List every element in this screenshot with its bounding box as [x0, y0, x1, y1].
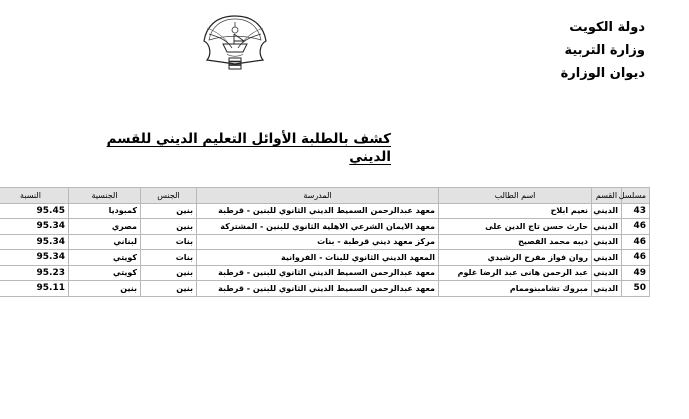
table-row	[0, 250, 650, 266]
letterhead	[505, 16, 645, 85]
cell-gender: بنات	[141, 250, 197, 266]
table-row	[0, 219, 650, 235]
cell-school: المعهد الديني الثانوي للبنات - الفروانية	[197, 250, 439, 266]
cell-gender: بنين	[141, 203, 197, 219]
col-header-nationality: الجنسية	[69, 188, 141, 204]
cell-percentage: 95.34	[0, 250, 69, 266]
table-row	[0, 203, 650, 219]
cell-student: ديبه محمد الفصيح	[439, 234, 592, 250]
cell-gender: بنين	[141, 219, 197, 235]
col-header-gender: الجنس	[141, 188, 197, 204]
col-header-section: القسم	[592, 188, 622, 204]
table-row	[0, 234, 650, 250]
cell-student: حارث حسن تاج الدين على	[439, 219, 592, 235]
cell-serial: 46	[622, 250, 650, 266]
cell-nationality: لبناني	[69, 234, 141, 250]
cell-student: عبد الرحمن هانى عبد الرضا غلوم	[439, 265, 592, 281]
cell-nationality: بنين	[69, 281, 141, 297]
cell-school: معهد عبدالرحمن السميط الديني الثانوي للبنين - قرطبة	[197, 265, 439, 281]
col-header-percentage: النسبة	[0, 188, 69, 204]
top-students-table	[0, 187, 650, 297]
document-title: كشف بالطلبة الأوائل التعليم الديني للقسم الديني	[106, 131, 391, 165]
col-header-school: المدرسة	[197, 188, 439, 204]
cell-gender: بنات	[141, 234, 197, 250]
cell-serial: 46	[622, 234, 650, 250]
cell-school: مركز معهد ديني قرطبة - بنات	[197, 234, 439, 250]
cell-percentage: 95.34	[0, 234, 69, 250]
cell-school: معهد عبدالرحمن السميط الديني الثانوي للبنين - قرطبة	[197, 281, 439, 297]
cell-percentage: 95.45	[0, 203, 69, 219]
table-row	[0, 281, 650, 297]
cell-gender: بنين	[141, 265, 197, 281]
cell-percentage: 95.23	[0, 265, 69, 281]
cell-student: مبروك تشامبنوممام	[439, 281, 592, 297]
cell-nationality: مصري	[69, 219, 141, 235]
col-header-student: اسم الطالب	[439, 188, 592, 204]
cell-nationality: كويتي	[69, 250, 141, 266]
cell-section: الديني	[592, 219, 622, 235]
col-header-serial: مسلسل	[622, 188, 650, 204]
state-of-kuwait-emblem-icon	[201, 14, 269, 72]
cell-section: الديني	[592, 281, 622, 297]
cell-section: الديني	[592, 203, 622, 219]
cell-nationality: كويتي	[69, 265, 141, 281]
cell-student: نعيم ابلاح	[439, 203, 592, 219]
cell-school: معهد الايمان الشرعي الاهلية الثانوي للبنين - المشتركة	[197, 219, 439, 235]
cell-gender: بنين	[141, 281, 197, 297]
cell-section: الديني	[592, 234, 622, 250]
ministry-name: وزارة التربية	[564, 43, 645, 58]
office-name: ديوان الوزارة	[560, 66, 645, 81]
cell-student: روان فواز مفرح الرشيدي	[439, 250, 592, 266]
cell-section: الديني	[592, 265, 622, 281]
cell-school: معهد عبدالرحمن السميط الديني الثانوي للبنين - قرطبة	[197, 203, 439, 219]
country-name: دولة الكويت	[569, 20, 645, 35]
table-row	[0, 265, 650, 281]
cell-serial: 49	[622, 265, 650, 281]
cell-percentage: 95.11	[0, 281, 69, 297]
table-header-row	[0, 188, 650, 204]
cell-serial: 43	[622, 203, 650, 219]
cell-serial: 50	[622, 281, 650, 297]
cell-percentage: 95.34	[0, 219, 69, 235]
cell-serial: 46	[622, 219, 650, 235]
cell-section: الديني	[592, 250, 622, 266]
cell-nationality: كمبوديا	[69, 203, 141, 219]
